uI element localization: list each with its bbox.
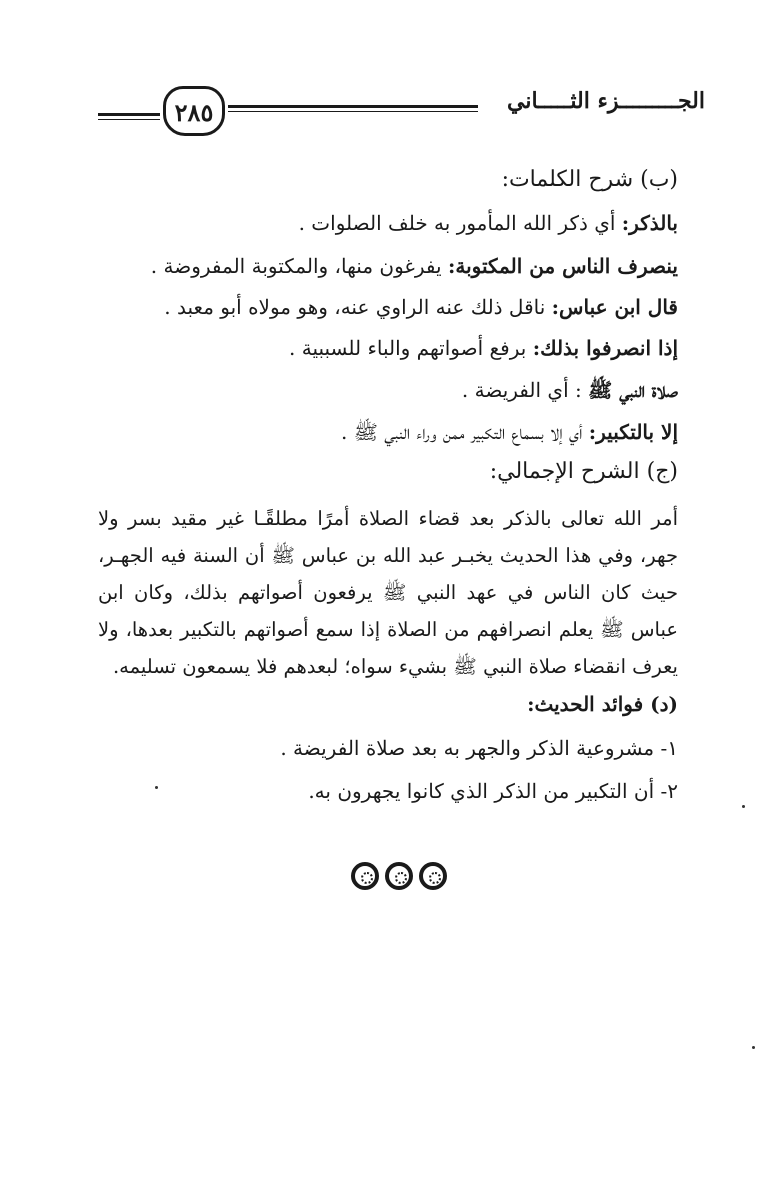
vocab-text: برفع أصواتهم والباء للسببية .: [289, 336, 533, 360]
vocab-term: إلا بالتكبير:: [588, 420, 678, 444]
header-rule-right: [228, 105, 478, 108]
vocab-term: إذا انصرفوا بذلك:: [532, 336, 678, 360]
header-rule-right-thin: [228, 111, 478, 112]
summary-heading: (ج) الشرح الإجمالي:: [489, 459, 678, 484]
vocab-text: أي ذكر الله المأمور به خلف الصلوات .: [298, 211, 622, 235]
ornament-rosette-icon: [385, 862, 413, 890]
ornament-rosette-icon: [419, 862, 447, 890]
vocab-line: [341, 418, 678, 446]
vocab-line: [164, 293, 678, 321]
vocab-line: [289, 334, 678, 362]
vocab-term: صلاة النبي ﷺ: [588, 378, 678, 402]
vocab-text: ناقل ذلك عنه الراوي عنه، وهو مولاه أبو معبد .: [164, 295, 552, 319]
benefits-heading: (د) فوائد الحديث:: [527, 692, 678, 716]
scan-speck: [155, 786, 158, 789]
vocab-line: [151, 252, 678, 280]
vocab-term: ينصرف الناس من المكتوبة:: [447, 254, 678, 278]
vocab-line: [462, 376, 678, 404]
vocab-text: يفرغون منها، والمكتوبة المفروضة .: [150, 254, 448, 278]
vocab-term: قال ابن عباس:: [551, 295, 678, 319]
vocab-term: بالذكر:: [621, 211, 678, 235]
header-rule-left-thin: [98, 119, 160, 120]
scan-speck: [742, 805, 745, 808]
benefit-item: ٢- أن التكبير من الذكر الذي كانوا يجهرون به.: [308, 779, 678, 803]
benefit-item: ١- مشروعية الذكر والجهر به بعد صلاة الفريضة .: [280, 736, 678, 760]
running-header-title: الجـــــــــزء الثـــــاني: [506, 88, 705, 114]
page-number: ٢٨٥: [174, 98, 214, 127]
vocab-text: : أي الفريضة .: [461, 378, 589, 402]
vocab-text: أي إلا بسماع التكبير ممن وراء النبي ﷺ .: [341, 420, 589, 444]
ornament-rosette-icon: [351, 862, 379, 890]
header-rule-left: [98, 113, 160, 116]
page-number-frame: [163, 86, 225, 136]
vocab-line: [299, 209, 678, 237]
scan-speck: [752, 1046, 755, 1049]
vocab-heading: (ب) شرح الكلمات:: [501, 167, 678, 192]
summary-paragraph: أمر الله تعالى بالذكر بعد قضاء الصلاة أمرًا مطلقًـا غير مقيد بسر ولا جهر، وفي هذا الحديث يخبـر عبد الله بن عباس ﷺ أن السنة فيه الجهـر، حيث كان الناس في عهد النبي ﷺ يرفعون أصواتهم بذلك، وكان ابن عباس ﷺ يعلم انصرافهم من الصلاة إذا سمع أصواتهم بالتكبير بعدها، ولا يعرف انقضاء صلاة النبي ﷺ بشيء سواه؛ لبعدهم فلا يسمعون تسليمه.: [98, 507, 678, 678]
section-end-ornament: [351, 862, 447, 890]
